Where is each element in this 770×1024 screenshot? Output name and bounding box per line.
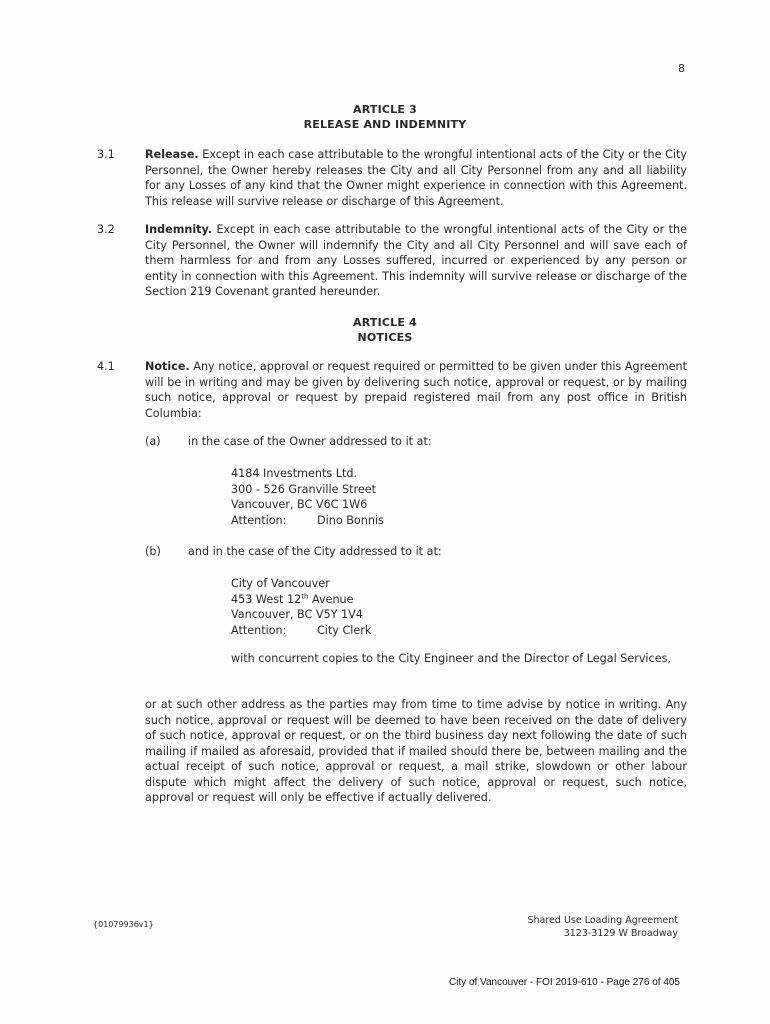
address-line: Vancouver, BC V5Y 1V4 bbox=[231, 608, 363, 621]
closing-paragraph: or at such other address as the parties may from time to time advise by notice in writing. Any such notice, approval or request will be deemed to have been received on the date of delivery of such notice, approval or request, or on the third business day next following the date of such mailing if mailed as aforesaid, provided that if mailed should there be, between mailing and the actual receipt of such notice, approval or request, a mail strike, slowdown or other labour dispute which might affect the delivery of such notice, approval or request, such notice, approval or request will only be effective if actually delivered. bbox=[145, 698, 687, 804]
agreement-title: Shared Use Loading Agreement bbox=[527, 915, 678, 926]
address-line: City of Vancouver bbox=[231, 577, 330, 590]
agreement-address: 3123-3129 W Broadway bbox=[563, 928, 678, 939]
section-title: Indemnity. bbox=[145, 223, 213, 236]
section-number: 4.1 bbox=[97, 360, 115, 373]
footer-agreement-info bbox=[440, 914, 678, 940]
address-line: 453 West 12th Avenue bbox=[231, 591, 354, 606]
attention-line bbox=[231, 623, 371, 639]
address-line: 300 - 526 Granville Street bbox=[231, 482, 377, 496]
section-text: Except in each case attributable to the wrongful intentional acts of the City or the City Personnel, the Owner hereby releases the City and all City Personnel from any and all liability for any Losses of any kind that the Owner might experience in connection with this Agreement. This release will survive release or discharge of this Agreement. bbox=[145, 148, 687, 208]
owner-clause-text: in the case of the Owner addressed to it at: bbox=[188, 435, 432, 448]
article-3-subheading: RELEASE AND INDEMNITY bbox=[303, 118, 467, 131]
section-number: 3.1 bbox=[97, 148, 115, 161]
article-4-subheading: NOTICES bbox=[357, 331, 413, 344]
attention-name: City Clerk bbox=[317, 623, 372, 637]
city-clause-label: (b) bbox=[145, 545, 161, 558]
section-title: Release. bbox=[145, 148, 199, 161]
city-address bbox=[231, 576, 371, 638]
section-text: Except in each case attributable to the wrongful intentional acts of the City or the City Personnel, the Owner will indemnify the City and all City Personnel and will save each of them harmless for and from any Losses suffered, incurred or experienced by any person or entity in connection with this Agreement. This indemnity will survive release or discharge of the Section 219 Covenant granted hereunder. bbox=[145, 223, 687, 298]
attention-label: Attention: bbox=[231, 623, 287, 637]
article-3-heading: ARTICLE 3 bbox=[353, 103, 417, 116]
address-line: Vancouver, BC V6C 1W6 bbox=[231, 498, 368, 511]
document-id: {01079936v1} bbox=[93, 920, 154, 929]
attention-label: Attention: bbox=[231, 513, 287, 527]
section-title: Notice. bbox=[145, 360, 190, 373]
owner-address bbox=[231, 466, 384, 528]
section-number: 3.2 bbox=[97, 223, 115, 236]
article-4-heading: ARTICLE 4 bbox=[353, 316, 417, 329]
section-text: Any notice, approval or request required or permitted to be given under this Agreement will be in writing and may be given by delivering such notice, approval or request, or by mailing such notice, approval or request by prepaid registered mail from any post office in British Columbia: bbox=[145, 360, 687, 420]
address-line: 4184 Investments Ltd. bbox=[231, 467, 358, 480]
foi-stamp: City of Vancouver - FOI 2019-610 - Page 276 of 405 bbox=[448, 977, 680, 988]
city-clause-text: and in the case of the City addressed to it at: bbox=[188, 545, 442, 558]
owner-clause-label: (a) bbox=[145, 435, 161, 448]
attention-name: Dino Bonnis bbox=[317, 513, 384, 527]
concurrent-copies-text: with concurrent copies to the City Engineer and the Director of Legal Services, bbox=[231, 652, 671, 665]
attention-line bbox=[231, 513, 384, 529]
page-number: 8 bbox=[678, 62, 685, 75]
